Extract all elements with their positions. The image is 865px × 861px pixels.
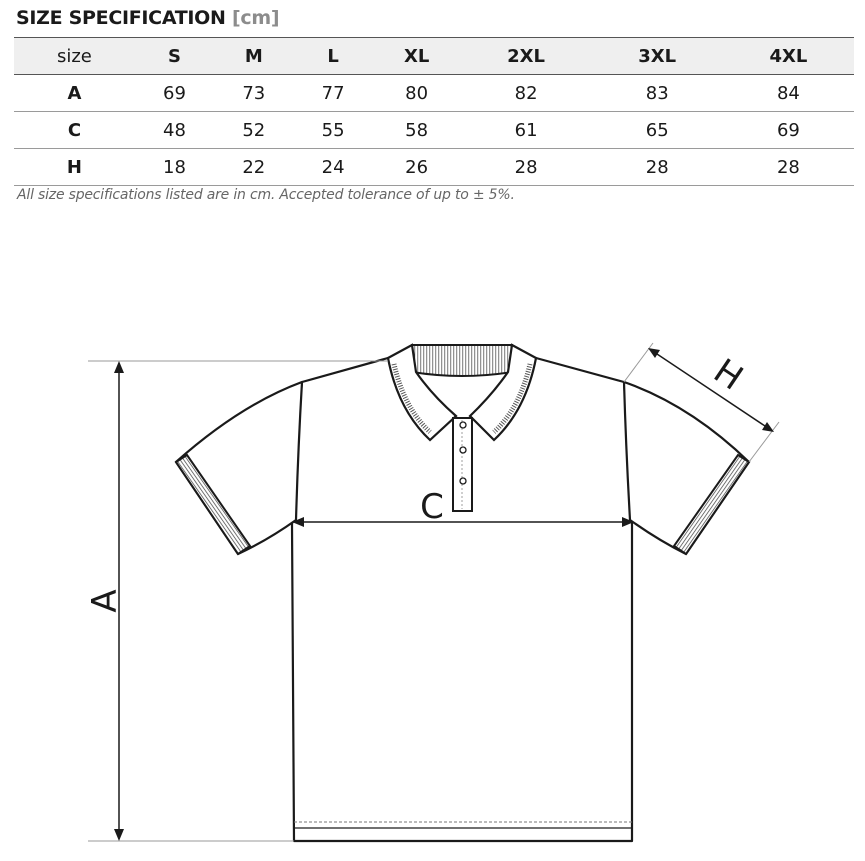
- table-cell: 73: [214, 75, 293, 112]
- table-cell: 82: [461, 75, 592, 112]
- header-size: size: [14, 38, 135, 75]
- row-label: C: [14, 112, 135, 149]
- table-cell: 69: [135, 75, 214, 112]
- table-cell: 18: [135, 149, 214, 186]
- table-cell: 61: [461, 112, 592, 149]
- header-s: S: [135, 38, 214, 75]
- header-4xl: 4XL: [723, 38, 854, 75]
- placket: [453, 418, 472, 511]
- table-cell: 58: [373, 112, 461, 149]
- table-cell: 48: [135, 112, 214, 149]
- label-h: H: [706, 351, 750, 399]
- header-m: M: [214, 38, 293, 75]
- table-cell: 28: [592, 149, 723, 186]
- table-cell: 52: [214, 112, 293, 149]
- table-cell: 22: [214, 149, 293, 186]
- table-cell: 77: [293, 75, 372, 112]
- table-cell: 69: [723, 112, 854, 149]
- header-2xl: 2XL: [461, 38, 592, 75]
- table-cell: 84: [723, 75, 854, 112]
- table-cell: 55: [293, 112, 372, 149]
- table-cell: 83: [592, 75, 723, 112]
- label-a: A: [85, 589, 125, 613]
- title-unit: [cm]: [231, 7, 280, 29]
- table-cell: 28: [461, 149, 592, 186]
- table-cell: 65: [592, 112, 723, 149]
- header-xl: XL: [373, 38, 461, 75]
- header-l: L: [293, 38, 372, 75]
- title-main: SIZE SPECIFICATION: [16, 7, 226, 29]
- table-cell: 26: [373, 149, 461, 186]
- table-cell: 28: [723, 149, 854, 186]
- button: [460, 478, 466, 484]
- table-cell: 24: [293, 149, 372, 186]
- row-label: A: [14, 75, 135, 112]
- collar-band: [412, 345, 512, 376]
- label-c: C: [420, 487, 444, 527]
- header-3xl: 3XL: [592, 38, 723, 75]
- row-label: H: [14, 149, 135, 186]
- button: [460, 422, 466, 428]
- table-cell: 80: [373, 75, 461, 112]
- tolerance-note: All size specifications listed are in cm. Accepted tolerance of up to ± 5%.: [17, 187, 515, 203]
- button: [460, 447, 466, 453]
